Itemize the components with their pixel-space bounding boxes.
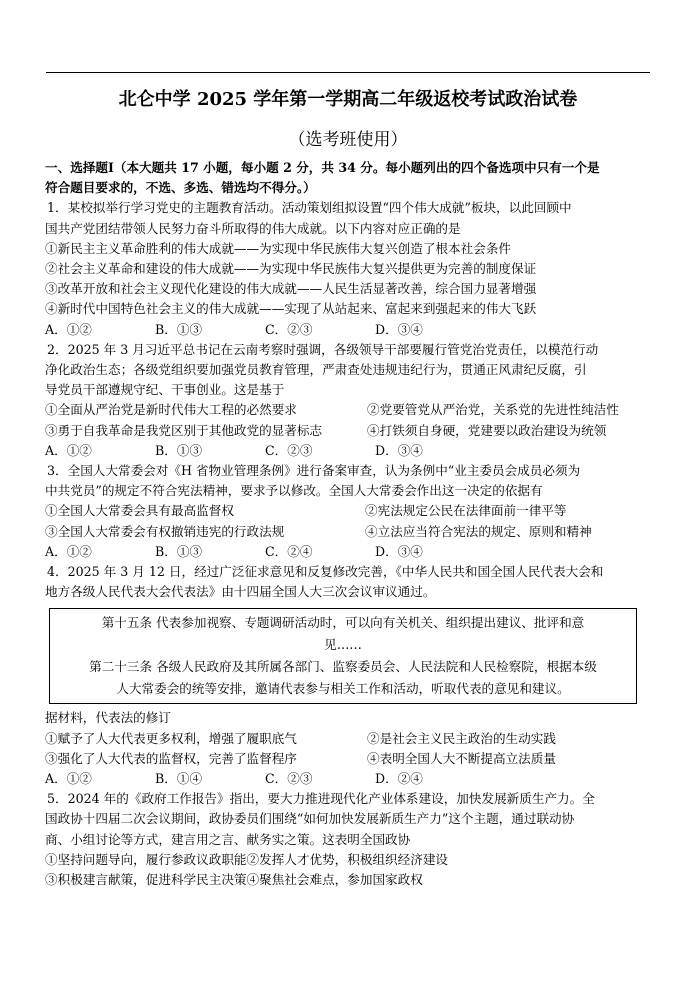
q4-stem-cont: 地方各级人民代表大会代表法》由十四届全国人大三次会议审议通过。: [45, 584, 436, 600]
q4-article-15-cont: 见……: [324, 637, 362, 653]
section-heading-cont: 符合题目要求的，不选、多选、错选均不得分。）: [45, 180, 316, 196]
q4-options: [45, 769, 651, 789]
q4-material-box: [49, 608, 637, 704]
q1-statement-4: ④新时代中国特色社会主义的伟大成就——实现了从站起来、富起来到强起来的伟大飞跃: [45, 301, 537, 317]
q4-statements-34: [45, 749, 651, 769]
q3-stem-cont: 中共党员”的规定不符合宪法精神，要求予以修改。全国人大常委会作出这一决定的依据有: [45, 483, 543, 499]
q4-option-b[interactable]: B．①④: [155, 771, 203, 787]
q2-option-a[interactable]: A．①②: [45, 442, 92, 458]
q5-statements-34: ③积极建言献策，促进科学民主决策④聚焦社会难点，参加国家政权: [45, 872, 423, 888]
q5-stem: 5．2024 年的《政府工作报告》指出，要大力推进现代化产业体系建设，加快发展新质生产力。全: [47, 791, 595, 807]
page-title: 北仑中学 2025 学年第一学期高二年级返校考试政治试卷: [118, 89, 578, 110]
q2-options: [45, 441, 651, 461]
q1-stem: 1．某校拟举行学习党史的主题教育活动。活动策划组拟设置“四个伟大成就”板块，以此回顾中: [47, 200, 572, 216]
q4-article-23-cont: 人大常委会的统等安排，邀请代表参与相关工作和活动，听取代表的意见和建议。: [116, 681, 570, 697]
q3-statements-12: [45, 501, 651, 521]
top-rule: [46, 72, 650, 73]
q4-lead: 据材料，代表法的修订: [45, 710, 171, 726]
exam-content: [45, 158, 651, 890]
q3-options: [45, 542, 651, 562]
q4-stem: 4．2025 年 3 月 12 日，经过广泛征求意见和反复修改完善，《中华人民共和国全国人民代表大会和: [47, 564, 604, 580]
q2-stem: 2．2025 年 3 月习近平总书记在云南考察时强调，各级领导干部要履行管党治党责任，以模范行动: [47, 341, 599, 357]
q2-option-b[interactable]: B．①③: [155, 442, 203, 458]
q2-statements-34: [45, 421, 651, 441]
q2-statements-12: [45, 400, 651, 420]
q5-statements-12: ①坚持问题导向，履行参政议政职能②发挥人才优势，积极组织经济建设: [45, 851, 448, 867]
q1-stem-cont: 国共产党团结带领人民努力奋斗所取得的伟大成就。以下内容对应正确的是: [45, 220, 461, 236]
q1-statement-2: ②社会主义革命和建设的伟大成就——为实现中华民族伟大复兴提供更为完善的制度保证: [45, 261, 537, 277]
q3-option-d[interactable]: D．③④: [375, 543, 423, 559]
q4-option-c[interactable]: C．②③: [265, 771, 313, 787]
q3-statements-34: [45, 522, 651, 542]
section-heading: 一、选择题Ⅰ（本大题共 17 小题，每小题 2 分，共 34 分。每小题列出的四个备选项中只有一个是: [45, 160, 600, 175]
q3-statement-4: ④立法应当符合宪法的规定、原则和精神: [365, 523, 592, 539]
q3-option-b[interactable]: B．①③: [155, 543, 203, 559]
q1-option-c[interactable]: C．②③: [265, 321, 313, 337]
q2-option-c[interactable]: C．②③: [265, 442, 313, 458]
q3-option-c[interactable]: C．②④: [265, 543, 313, 559]
q4-option-d[interactable]: D．②④: [375, 771, 423, 787]
q3-stem: 3．全国人大常委会对《H 省物业管理条例》进行备案审查，认为条例中“业主委员会成员必须为: [47, 463, 581, 479]
q4-article-23: 第二十三条 各级人民政府及其所属各部门、监察委员会、人民法院和人民检察院，根据本级: [89, 659, 597, 675]
q1-options: [45, 320, 651, 340]
q2-stem-cont: 净化政治生态；各级党组织要加强党员教育管理，严肃查处违规违纪行为，贯通正风肃纪反腐，引: [45, 362, 587, 378]
q1-option-d[interactable]: D．③④: [375, 321, 423, 337]
q3-statement-1: ①全国人大常委会具有最高监督权: [45, 503, 234, 519]
q2-option-d[interactable]: D．③④: [375, 442, 423, 458]
q3-statement-2: ②宪法规定公民在法律面前一律平等: [365, 503, 567, 519]
q1-statement-3: ③改革开放和社会主义现代化建设的伟大成就——人民生活显著改善，综合国力显著增强: [45, 281, 537, 297]
q4-statement-3: ③强化了人大代表的监督权，完善了监督程序: [45, 750, 297, 766]
q4-option-a[interactable]: A．①②: [45, 771, 92, 787]
q1-option-a[interactable]: A．①②: [45, 321, 92, 337]
q4-statement-1: ①赋予了人大代表更多权利，增强了履职底气: [45, 730, 297, 746]
q2-stem-cont2: 导党员干部遵规守纪、干事创业。这是基于: [45, 382, 285, 398]
q4-article-15: 第十五条 代表参加视察、专题调研活动时，可以向有关机关、组织提出建议、批评和意: [101, 615, 585, 631]
q4-statements-12: [45, 729, 651, 749]
q1-option-b[interactable]: B．①③: [155, 321, 203, 337]
q2-statement-4: ④打铁须自身硬，党建要以政治建设为统领: [367, 422, 607, 438]
q1-statement-1: ①新民主主义革命胜利的伟大成就——为实现中华民族伟大复兴创造了根本社会条件: [45, 240, 511, 256]
q5-stem-cont: 国政协十四届二次会议期间，政协委员们围绕“如何加快发展新质生产力”这个主题，通过联动协: [45, 811, 575, 827]
page-subtitle: （选考班使用）: [288, 130, 408, 150]
q3-option-a[interactable]: A．①②: [45, 543, 92, 559]
q4-statement-2: ②是社会主义民主政治的生动实践: [367, 730, 556, 746]
q3-statement-3: ③全国人大常委会有权撤销违宪的行政法规: [45, 523, 285, 539]
q2-statement-1: ①全面从严治党是新时代伟大工程的必然要求: [45, 402, 297, 418]
q5-stem-cont2: 商、小组讨论等方式，建言用之言、献务实之策。这表明全国政协: [45, 831, 411, 847]
q2-statement-2: ②党要管党从严治党，关系党的先进性纯洁性: [367, 402, 619, 418]
q4-statement-4: ④表明全国人大不断提高立法质量: [367, 750, 556, 766]
q2-statement-3: ③勇于自我革命是我党区别于其他政党的显著标志: [45, 422, 323, 438]
